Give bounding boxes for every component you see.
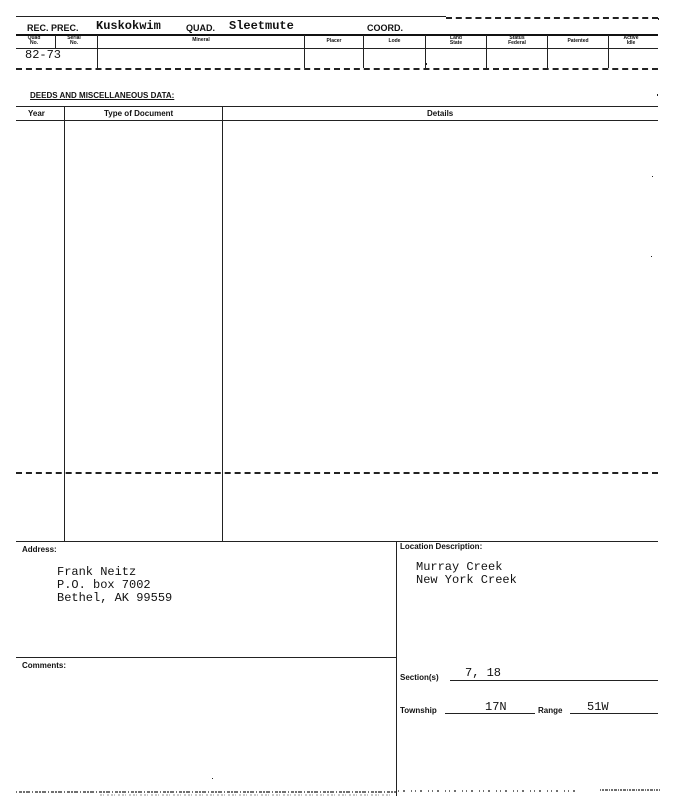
township-label: Township [400, 706, 437, 715]
address-line-3: Bethel, AK 99559 [57, 591, 173, 605]
address-label: Address: [22, 545, 57, 554]
col-active-idle: Active Idle [623, 35, 639, 46]
col-patented: Patented [567, 38, 589, 44]
col-lode: Lode [388, 38, 401, 44]
col-placer: Placer [326, 38, 342, 44]
address-line-2: P.O. box 7002 [57, 578, 151, 592]
rec-prec-value: Kuskokwim [96, 19, 161, 33]
col-quad-no: Quad No. [27, 35, 41, 46]
location-description-label: Location Description: [400, 542, 483, 551]
coord-label: COORD. [367, 23, 403, 33]
comments-label: Comments: [22, 661, 67, 670]
col-land-state: Land State [449, 35, 463, 46]
location-line-1: Murray Creek [416, 560, 503, 574]
details-header: Details [427, 109, 454, 118]
range-value: 51W [587, 700, 609, 714]
rec-prec-label: REC. PREC. [27, 23, 79, 33]
year-header: Year [28, 109, 45, 118]
quad-value: Sleetmute [229, 19, 294, 33]
address-line-1: Frank Neitz [57, 565, 137, 579]
township-value: 17N [485, 700, 507, 714]
quad-label: QUAD. [186, 23, 215, 33]
col-mineral: Mineral [192, 37, 210, 43]
section-label: Section(s) [400, 673, 439, 682]
section-value: 7, 18 [465, 666, 502, 680]
quad-serial-value: 82-73 [25, 48, 62, 62]
col-serial-no: Serial No. [67, 35, 81, 46]
type-of-document-header: Type of Document [104, 109, 174, 118]
col-status-federal: Status Federal [508, 35, 526, 46]
deeds-section-title: DEEDS AND MISCELLANEOUS DATA: [30, 91, 175, 100]
location-line-2: New York Creek [416, 573, 517, 587]
range-label: Range [538, 706, 563, 715]
